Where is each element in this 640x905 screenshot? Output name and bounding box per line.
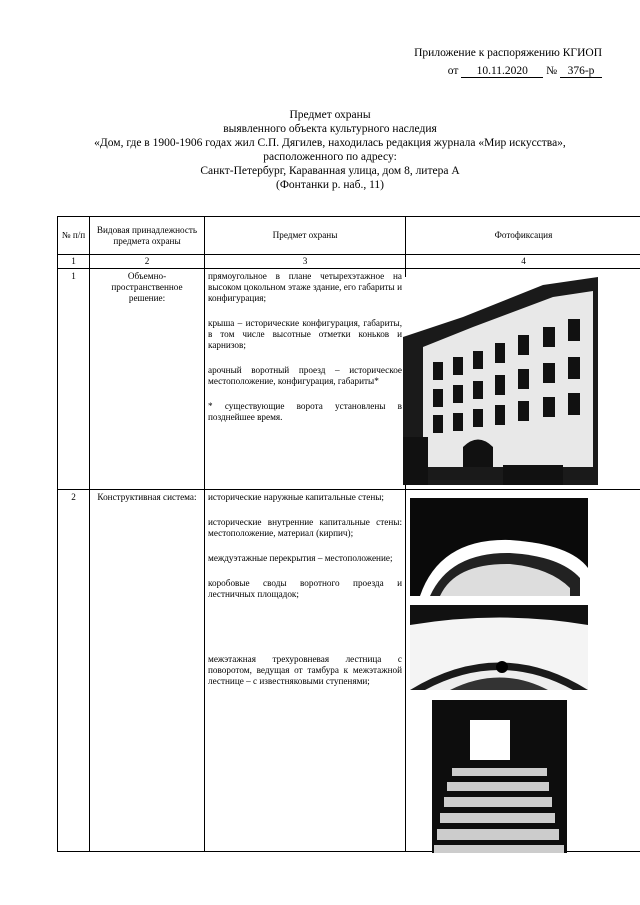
photo-vault-ceiling — [410, 605, 588, 690]
header-type: Видовая принадлежность предмета охраны — [90, 217, 205, 255]
header-photo: Фотофиксация — [406, 217, 640, 255]
column-number-row — [58, 255, 640, 269]
photo-staircase — [432, 700, 567, 853]
annex-date-line — [414, 65, 602, 78]
row-items — [205, 269, 406, 490]
item-text: междуэтажные перекрытия – местоположение; — [208, 553, 393, 563]
row-type: Объемно-пространственное решение: — [90, 269, 205, 490]
row-num: 2 — [58, 490, 90, 852]
row-items — [205, 490, 406, 852]
document-title — [60, 108, 600, 192]
date-prefix: от — [447, 65, 459, 77]
col-number: 3 — [205, 255, 406, 269]
item-text: межэтажная трехуровневая лестница с поворотом, ведущая от тамбура к межэтажной лестнице – с известняковыми ступенями; — [208, 654, 402, 686]
col-number: 4 — [406, 255, 640, 269]
item-text: прямоугольное в плане четырехэтажное на высоком цокольном этаже здание, его габариты и конфигурация; — [208, 271, 402, 303]
photo-arch-vault — [410, 498, 588, 596]
order-number: 376-р — [560, 65, 602, 78]
header-subject: Предмет охраны — [205, 217, 406, 255]
table-header-row — [58, 217, 640, 255]
title-line: выявленного объекта культурного наследия — [223, 123, 437, 135]
row-num: 1 — [58, 269, 90, 490]
title-line: Предмет охраны — [289, 109, 371, 121]
item-text: крыша – исторические конфигурация, габариты, в том числе высотные отметки коньков и карнизов; — [208, 318, 402, 350]
item-text: исторические наружные капитальные стены; — [208, 492, 384, 502]
item-text: арочный воротный проезд – историческое местоположение, конфигурация, габариты* — [208, 365, 402, 386]
col-number: 1 — [58, 255, 90, 269]
order-date: 10.11.2020 — [461, 65, 543, 78]
title-line: Санкт-Петербург, Караванная улица, дом 8, литера А — [200, 165, 460, 177]
col-number: 2 — [90, 255, 205, 269]
item-text: коробовые своды воротного проезда и лестничных площадок; — [208, 578, 402, 599]
item-text: * существующие ворота установлены в позднейшее время. — [208, 401, 402, 422]
photo-facade — [403, 277, 598, 485]
number-prefix: № — [546, 65, 558, 77]
row-type: Конструктивная система: — [90, 490, 205, 852]
header-num: № п/п — [58, 217, 90, 255]
title-line: расположенного по адресу: — [263, 151, 397, 163]
item-text: исторические внутренние капитальные стены: местоположение, материал (кирпич); — [208, 517, 402, 538]
title-line: «Дом, где в 1900-1906 годах жил С.П. Дягилев, находилась редакция журнала «Мир искусства», — [94, 137, 566, 149]
title-line: (Фонтанки р. наб., 11) — [276, 179, 384, 191]
annex-title: Приложение к распоряжению КГИОП — [414, 47, 602, 59]
annex-header — [414, 47, 602, 78]
